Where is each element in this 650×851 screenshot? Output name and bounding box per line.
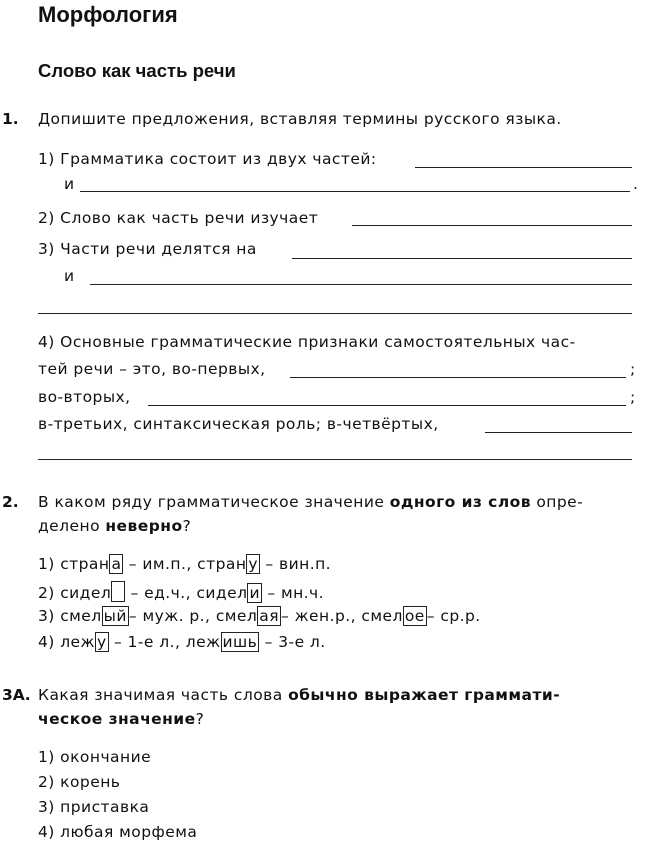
task-1-sentence-3-and: и <box>64 267 75 285</box>
task-1-sentence-4-line-4: в-третьих, синтаксическая роль; в-четвёртых, <box>38 415 439 433</box>
ending-box: у <box>96 633 107 651</box>
task-1-sentence-4-line-2: тей речи – это, во-первых, <box>38 360 266 378</box>
ending-box: ишь <box>222 633 258 651</box>
task-1-sentence-3: 3) Части речи делятся на <box>38 240 257 258</box>
task-2-option-4[interactable]: 4) леж у – 1-е л., леж ишь – 3-е л. <box>38 633 326 651</box>
task-1-sentence-1-and: и <box>64 175 75 193</box>
task-1-sentence-2: 2) Слово как часть речи изучает <box>38 209 319 227</box>
task-2-option-1[interactable]: 1) стран а – им.п., стран у – вин.п. <box>38 555 332 573</box>
task-2-prompt-line-1: В каком ряду грамматическое значение одного из слов опре- <box>38 493 584 511</box>
task-3a-option-4[interactable]: 4) любая морфема <box>38 823 198 841</box>
answer-line-4c[interactable] <box>485 432 632 433</box>
answer-line-1a[interactable] <box>415 167 632 168</box>
task-2-option-3[interactable]: 3) смел ый – муж. р., смел ая – жен.р., смел ое – ср.р. <box>38 607 481 625</box>
task-1-sentence-4-line-1: 4) Основные грамматические признаки самостоятельных час- <box>38 333 576 351</box>
task-3a-prompt-line-1: Какая значимая часть слова обычно выражает граммати- <box>38 686 561 704</box>
task-3a-option-3[interactable]: 3) приставка <box>38 798 150 816</box>
section-title: Морфология <box>38 2 178 27</box>
answer-line-1b[interactable] <box>80 191 630 192</box>
ending-box: а <box>111 555 122 573</box>
task-1-sentence-1: 1) Грамматика состоит из двух частей: <box>38 150 377 168</box>
sentence-1-period: . <box>633 175 639 193</box>
task-2-number: 2. <box>2 493 19 511</box>
task-1-prompt: Допишите предложения, вставляя термины русского языка. <box>38 110 562 128</box>
task-1-sentence-4-line-3: во-вторых, <box>38 388 131 406</box>
task-3a-number: 3А. <box>2 686 31 704</box>
ending-box: ый <box>103 607 127 625</box>
answer-line-3c[interactable] <box>38 313 632 314</box>
task-2-prompt-line-2: делено неверно? <box>38 517 192 535</box>
answer-line-2[interactable] <box>352 225 632 226</box>
ending-box: у <box>248 555 259 573</box>
subsection-title: Слово как часть речи <box>38 60 236 81</box>
answer-line-4d[interactable] <box>38 459 632 460</box>
empty-ending-box <box>111 581 125 602</box>
task-3a-prompt-line-2: ческое значение? <box>38 710 205 728</box>
task-3a-option-1[interactable]: 1) окончание <box>38 748 152 766</box>
semicolon-2: ; <box>630 388 636 406</box>
ending-box: ая <box>259 607 280 625</box>
semicolon-1: ; <box>630 360 636 378</box>
answer-line-4b[interactable] <box>148 405 626 406</box>
task-3a-option-2[interactable]: 2) корень <box>38 773 121 791</box>
answer-line-4a[interactable] <box>290 377 626 378</box>
answer-line-3a[interactable] <box>292 258 632 259</box>
answer-line-3b[interactable] <box>90 284 632 285</box>
task-2-option-2[interactable]: 2) сидел – ед.ч., сидел и – мн.ч. <box>38 581 324 602</box>
ending-box: ое <box>404 607 425 625</box>
ending-box: и <box>249 584 260 602</box>
task-1-number: 1. <box>2 110 19 128</box>
